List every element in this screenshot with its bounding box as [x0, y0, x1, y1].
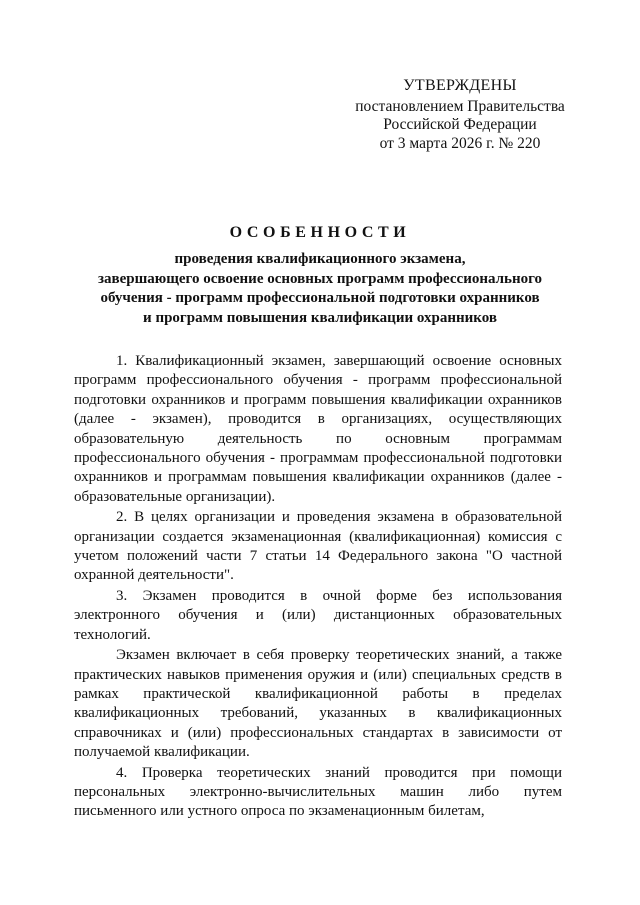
paragraph-3: 3. Экзамен проводится в очной форме без использования электронного обучения и (или) дистанционных образовательных технологий. — [74, 587, 562, 643]
subtitle-line-2: завершающего освоение основных программ профессионального — [97, 270, 543, 287]
approval-line-2: Российской Федерации — [383, 116, 537, 133]
subtitle-line-4: и программ повышения квалификации охранников — [143, 309, 497, 326]
paragraph-4: 4. Проверка теоретических знаний проводится при помощи персональных электронно-вычислительных машин либо путем письменного или устного опроса по экзаменационным билетам, — [74, 764, 562, 820]
subtitle-line-3: обучения - программ профессиональной подготовки охранников — [100, 290, 540, 306]
document-subtitle — [70, 250, 570, 328]
approval-heading: УТВЕРЖДЕНЫ — [403, 77, 517, 94]
approval-block — [340, 77, 580, 153]
paragraph-2: 2. В целях организации и проведения экзамена в образовательной организации создается экзаменационная (квалификационная) комиссия с учетом положений части 7 статьи 14 Федерального закона "О частной охранной деятельности". — [74, 509, 562, 584]
paragraph-3-continued: Экзамен включает в себя проверку теоретических знаний, а также практических навыков применения оружия и (или) специальных средств в рамках практической квалификационной работы в пределах квалификационных требований, указанных в квалификационных справочниках и (или) профессиональных стандартах в зависимости от получаемой квалификации. — [74, 647, 562, 761]
document-body — [74, 352, 562, 823]
subtitle-line-1: проведения квалификационного экзамена, — [174, 251, 466, 267]
paragraph-1: 1. Квалификационный экзамен, завершающий освоение основных программ профессионального обучения - программ профессиональной подготовки охранников и программ повышения квалификации охранников (далее - экзамен), проводится в организациях, осуществляющих образовательную деятельность по основным программам профессионального обучения - программам профессиональной подготовки охранников и программам повышения квалификации охранников (далее - образовательные организации). — [74, 353, 562, 505]
approval-line-3: от 3 марта 2026 г. № 220 — [379, 134, 541, 152]
document-title: ОСОБЕННОСТИ — [229, 224, 411, 241]
approval-line-1: постановлением Правительства — [355, 97, 565, 115]
